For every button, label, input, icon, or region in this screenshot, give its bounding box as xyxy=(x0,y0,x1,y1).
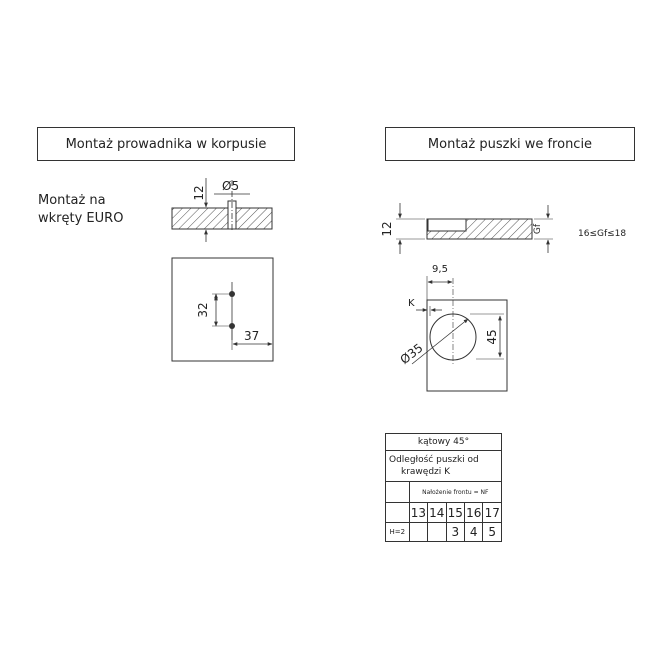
spacing-dim: 32 xyxy=(196,302,210,318)
k-value-cell: 5 xyxy=(483,523,502,542)
k-distance-table xyxy=(385,433,502,542)
nf-value-cell: 14 xyxy=(428,503,446,523)
front-face-view xyxy=(397,264,507,391)
euro-screw-label-line2: wkręty EURO xyxy=(38,211,124,226)
k-value-cell xyxy=(409,523,427,542)
cabinet-section-view xyxy=(172,178,272,242)
table-description-line1: Odległość puszki od xyxy=(389,455,479,465)
cabinet-panel-face xyxy=(172,258,273,361)
edge-dim: 37 xyxy=(244,329,260,343)
gf-range: 16≤Gf≤18 xyxy=(578,229,627,239)
cabinet-front-view xyxy=(172,258,273,361)
k-dim: K xyxy=(408,298,415,309)
nf-value-cell: 16 xyxy=(465,503,483,523)
right-section-title-text: Montaż puszki we froncie xyxy=(427,136,593,152)
k-value-cell: 3 xyxy=(446,523,464,542)
hole-diameter-dim: Ø5 xyxy=(222,179,240,193)
cabinet-panel-section xyxy=(172,208,272,229)
gf-dim: Gf xyxy=(533,223,543,235)
nf-value-cell: 13 xyxy=(409,503,427,523)
screw-hole-top xyxy=(229,291,235,297)
k-value-cell: 4 xyxy=(465,523,483,542)
table-corner-cell xyxy=(386,482,410,503)
table-description xyxy=(386,451,502,482)
cup-recess-section xyxy=(428,219,466,231)
table-row-blank xyxy=(386,503,410,523)
table-description-line2: krawędzi K xyxy=(401,467,451,477)
front-section-view xyxy=(380,203,626,254)
thickness-dim-right: 12 xyxy=(380,221,394,237)
k-value-cell xyxy=(428,523,446,542)
row-label: H=2 xyxy=(386,523,410,542)
thickness-dim-left: 12 xyxy=(192,185,206,201)
left-section-title-text: Montaż prowadnika w korpusie xyxy=(65,136,267,152)
nf-value-cell: 15 xyxy=(446,503,464,523)
height-dim: 45 xyxy=(485,329,499,345)
table-header: kątowy 45° xyxy=(386,434,502,451)
offset-dim: 9,5 xyxy=(432,264,448,275)
euro-screw-label-line1: Montaż na xyxy=(38,193,106,208)
overlay-label: Nałożenie frontu = NF xyxy=(409,482,501,503)
nf-value-cell: 17 xyxy=(483,503,502,523)
cup-diameter-dim: Ø35 xyxy=(397,340,426,367)
